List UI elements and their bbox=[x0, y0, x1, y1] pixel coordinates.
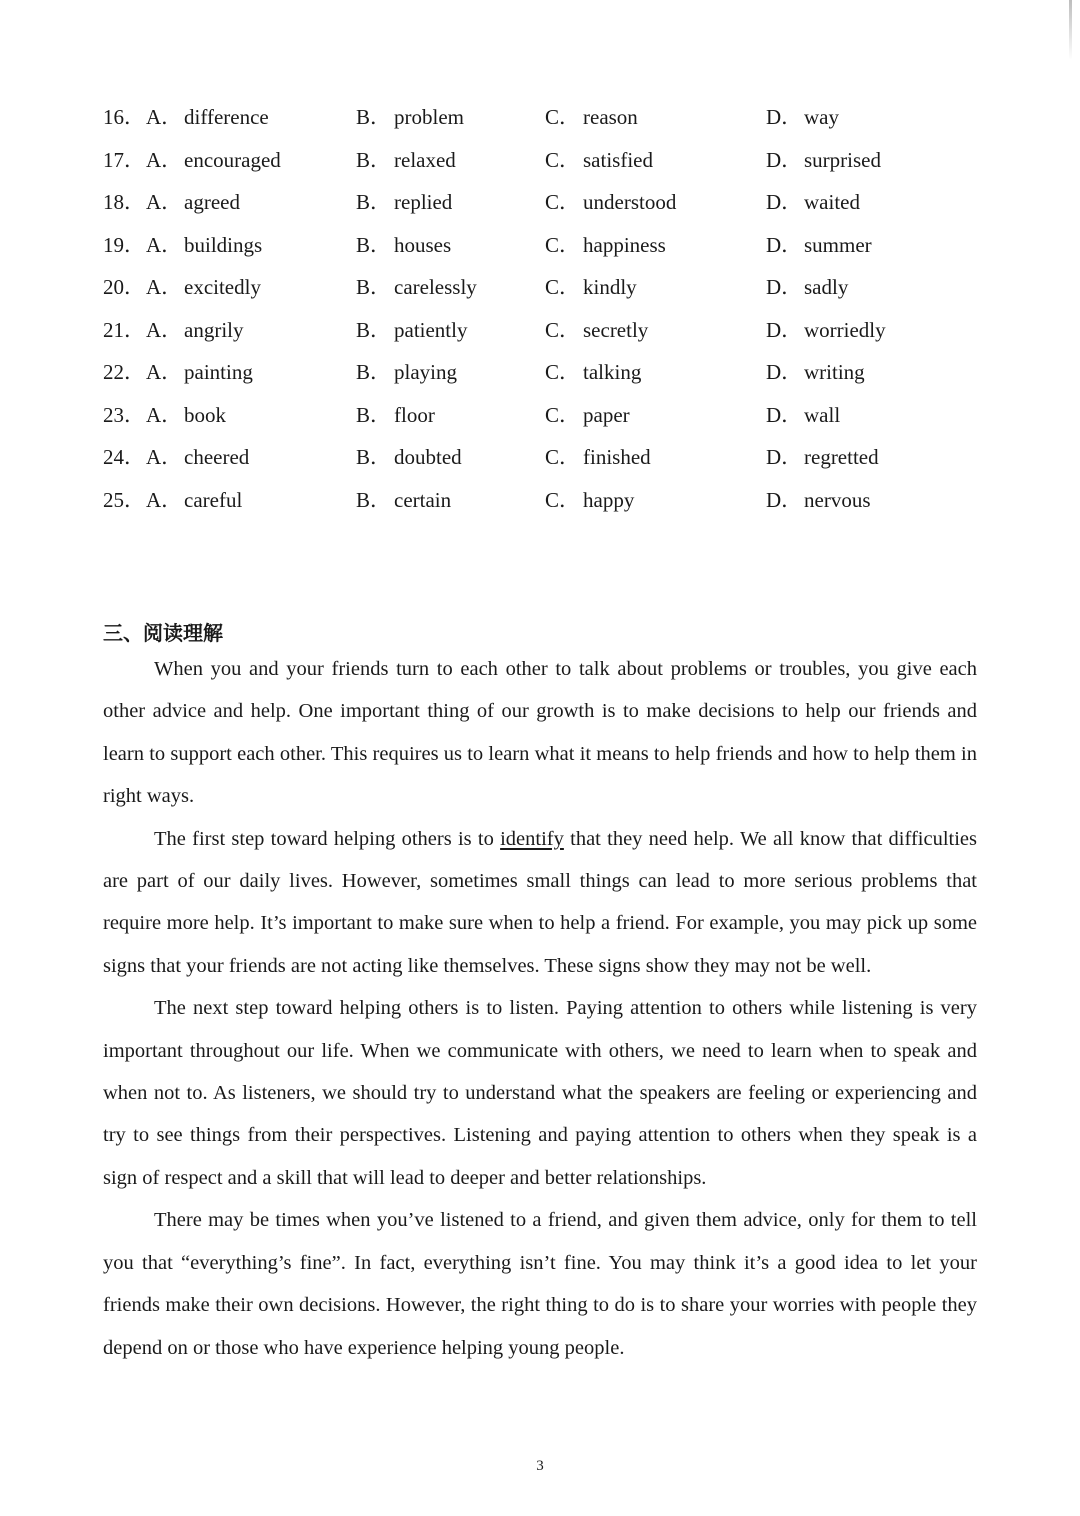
option-a bbox=[146, 309, 243, 352]
option-text: summer bbox=[804, 232, 872, 257]
option-letter: D． bbox=[766, 275, 803, 299]
option-letter: C． bbox=[545, 445, 581, 469]
option-letter: B． bbox=[356, 232, 392, 257]
paragraph-text: The first step toward helping others is to bbox=[154, 827, 501, 850]
option-letter: A． bbox=[146, 105, 183, 129]
option-c bbox=[545, 266, 637, 309]
cloze-options-list bbox=[103, 96, 983, 521]
option-letter: A． bbox=[146, 360, 183, 384]
option-text: sadly bbox=[804, 275, 849, 299]
passage-paragraph-1: When you and your friends turn to each other to talk about problems or troubles, you give each other advice and help. One important thing of our growth is to make decisions to help our friends and learn to support each other. This requires us to learn what it means to help friends and how to help them in right ways. bbox=[103, 658, 977, 808]
option-a bbox=[146, 224, 262, 267]
option-text: certain bbox=[394, 487, 452, 512]
question-row bbox=[103, 309, 983, 352]
option-letter: C． bbox=[545, 232, 581, 257]
option-text: wall bbox=[804, 402, 841, 427]
option-letter: D． bbox=[766, 487, 803, 512]
option-text: cheered bbox=[184, 445, 250, 469]
option-letter: D． bbox=[766, 360, 803, 384]
option-letter: C． bbox=[545, 360, 581, 384]
option-letter: C． bbox=[545, 487, 581, 512]
option-text: angrily bbox=[184, 317, 244, 342]
option-text: worriedly bbox=[804, 317, 886, 342]
question-row bbox=[103, 181, 983, 224]
question-number: 17． bbox=[103, 147, 145, 172]
option-text: replied bbox=[394, 190, 453, 214]
option-c bbox=[545, 309, 648, 352]
option-b bbox=[356, 96, 464, 139]
page-edge-shadow bbox=[1069, 0, 1072, 60]
option-b bbox=[356, 351, 457, 394]
option-letter: C． bbox=[545, 402, 581, 427]
option-text: nervous bbox=[804, 487, 871, 512]
option-c bbox=[545, 181, 676, 224]
question-number: 16． bbox=[103, 105, 145, 129]
passage-paragraph-4: There may be times when you’ve listened to a friend, and given them advice, only for them to tell you that “everything’s fine”. In fact, everything isn’t fine. You may think it’s a good idea to let your friends make their own decisions. However, the right thing to do is to share your worries with people they depend on or those who have experience helping young people. bbox=[103, 1209, 977, 1359]
option-text: happiness bbox=[583, 232, 666, 257]
question-number: 20． bbox=[103, 275, 145, 299]
option-text: surprised bbox=[804, 147, 881, 172]
option-letter: C． bbox=[545, 147, 581, 172]
option-text: relaxed bbox=[394, 147, 456, 172]
option-c bbox=[545, 436, 651, 479]
option-text: writing bbox=[804, 360, 865, 384]
option-d bbox=[766, 266, 848, 309]
option-a bbox=[146, 436, 249, 479]
option-letter: B． bbox=[356, 147, 392, 172]
option-text: houses bbox=[394, 232, 452, 257]
underlined-word: identify bbox=[500, 827, 564, 850]
option-b bbox=[356, 181, 452, 224]
option-a bbox=[146, 394, 226, 437]
option-letter: A． bbox=[146, 487, 183, 512]
option-letter: C． bbox=[545, 275, 581, 299]
option-d bbox=[766, 139, 881, 182]
option-text: buildings bbox=[184, 232, 263, 257]
option-letter: A． bbox=[146, 147, 183, 172]
option-text: reason bbox=[583, 105, 638, 129]
option-letter: D． bbox=[766, 402, 803, 427]
option-b bbox=[356, 224, 451, 267]
option-text: encouraged bbox=[184, 147, 281, 172]
option-d bbox=[766, 181, 860, 224]
question-number: 19． bbox=[103, 232, 145, 257]
option-letter: B． bbox=[356, 487, 392, 512]
option-a bbox=[146, 479, 242, 522]
option-text: floor bbox=[394, 402, 435, 427]
option-a bbox=[146, 351, 253, 394]
passage-paragraph-3: The next step toward helping others is to listen. Paying attention to others while listening is very important throughout our life. When we communicate with others, we need to learn when to speak and when not to. As listeners, we should try to understand what the speakers are feeling or experiencing and try to see things from their perspectives. Listening and paying attention to others when they speak is a sign of respect and a skill that will lead to deeper and better relationships. bbox=[103, 997, 977, 1189]
option-letter: D． bbox=[766, 105, 803, 129]
option-d bbox=[766, 394, 840, 437]
option-d bbox=[766, 479, 871, 522]
option-a bbox=[146, 139, 281, 182]
option-c bbox=[545, 96, 638, 139]
option-letter: B． bbox=[356, 317, 392, 342]
question-row bbox=[103, 394, 983, 437]
option-text: playing bbox=[394, 360, 457, 384]
option-text: book bbox=[184, 402, 226, 427]
option-text: paper bbox=[583, 402, 630, 427]
option-c bbox=[545, 224, 666, 267]
option-text: patiently bbox=[394, 317, 468, 342]
option-letter: A． bbox=[146, 402, 183, 427]
option-letter: D． bbox=[766, 147, 803, 172]
option-b bbox=[356, 436, 462, 479]
page-number: 3 bbox=[536, 1458, 544, 1474]
option-text: difference bbox=[184, 105, 269, 129]
option-d bbox=[766, 351, 865, 394]
option-letter: B． bbox=[356, 105, 392, 129]
option-letter: B． bbox=[356, 445, 392, 469]
option-letter: D． bbox=[766, 445, 803, 469]
option-text: understood bbox=[583, 190, 677, 214]
option-text: finished bbox=[583, 445, 651, 469]
option-letter: D． bbox=[766, 190, 803, 214]
option-letter: D． bbox=[766, 317, 803, 342]
question-number: 18． bbox=[103, 190, 145, 214]
question-number: 21． bbox=[103, 317, 145, 342]
option-a bbox=[146, 96, 269, 139]
question-row bbox=[103, 436, 983, 479]
option-text: happy bbox=[583, 487, 635, 512]
option-letter: B． bbox=[356, 402, 392, 427]
option-letter: B． bbox=[356, 360, 392, 384]
question-number: 25． bbox=[103, 487, 145, 512]
option-letter: C． bbox=[545, 317, 581, 342]
question-row bbox=[103, 266, 983, 309]
option-letter: A． bbox=[146, 445, 183, 469]
option-letter: A． bbox=[146, 317, 183, 342]
option-text: talking bbox=[583, 360, 642, 384]
option-text: satisfied bbox=[583, 147, 653, 172]
option-a bbox=[146, 266, 261, 309]
option-b bbox=[356, 394, 435, 437]
option-b bbox=[356, 266, 477, 309]
question-number: 22． bbox=[103, 360, 145, 384]
question-number: 24． bbox=[103, 445, 145, 469]
reading-passage bbox=[103, 648, 977, 1369]
option-text: careful bbox=[184, 487, 243, 512]
option-text: way bbox=[804, 105, 839, 129]
option-d bbox=[766, 96, 839, 139]
option-b bbox=[356, 309, 467, 352]
question-row bbox=[103, 351, 983, 394]
question-number: 23． bbox=[103, 402, 145, 427]
option-d bbox=[766, 224, 872, 267]
question-row bbox=[103, 479, 983, 522]
question-row bbox=[103, 224, 983, 267]
option-c bbox=[545, 394, 630, 437]
question-row bbox=[103, 96, 983, 139]
option-text: secretly bbox=[583, 317, 649, 342]
option-text: excitedly bbox=[184, 275, 261, 299]
option-d bbox=[766, 436, 879, 479]
option-text: agreed bbox=[184, 190, 240, 214]
option-text: painting bbox=[184, 360, 253, 384]
option-letter: A． bbox=[146, 190, 183, 214]
option-text: carelessly bbox=[394, 275, 477, 299]
option-d bbox=[766, 309, 886, 352]
option-letter: A． bbox=[146, 275, 183, 299]
option-text: regretted bbox=[804, 445, 879, 469]
option-c bbox=[545, 479, 634, 522]
option-b bbox=[356, 479, 451, 522]
option-letter: D． bbox=[766, 232, 803, 257]
option-letter: C． bbox=[545, 105, 581, 129]
paragraph-text: that they need help. We all know that difficulties are part of our daily lives. However, sometimes small things can lead to more serious problems that require more help. It’s important to make sure when to help a friend. For example, you may pick up some signs that your friends are not acting like themselves. These signs show they may not be well. bbox=[103, 827, 977, 977]
option-letter: A． bbox=[146, 232, 183, 257]
option-letter: C． bbox=[545, 190, 581, 214]
option-a bbox=[146, 181, 240, 224]
section-title: 三、阅读理解 bbox=[103, 621, 223, 645]
option-c bbox=[545, 351, 641, 394]
option-text: doubted bbox=[394, 445, 462, 469]
option-text: waited bbox=[804, 190, 860, 214]
question-row bbox=[103, 139, 983, 182]
option-letter: B． bbox=[356, 190, 392, 214]
option-text: problem bbox=[394, 105, 464, 129]
option-c bbox=[545, 139, 653, 182]
option-text: kindly bbox=[583, 275, 637, 299]
option-letter: B． bbox=[356, 275, 392, 299]
passage-paragraph-2 bbox=[103, 818, 977, 988]
option-b bbox=[356, 139, 456, 182]
